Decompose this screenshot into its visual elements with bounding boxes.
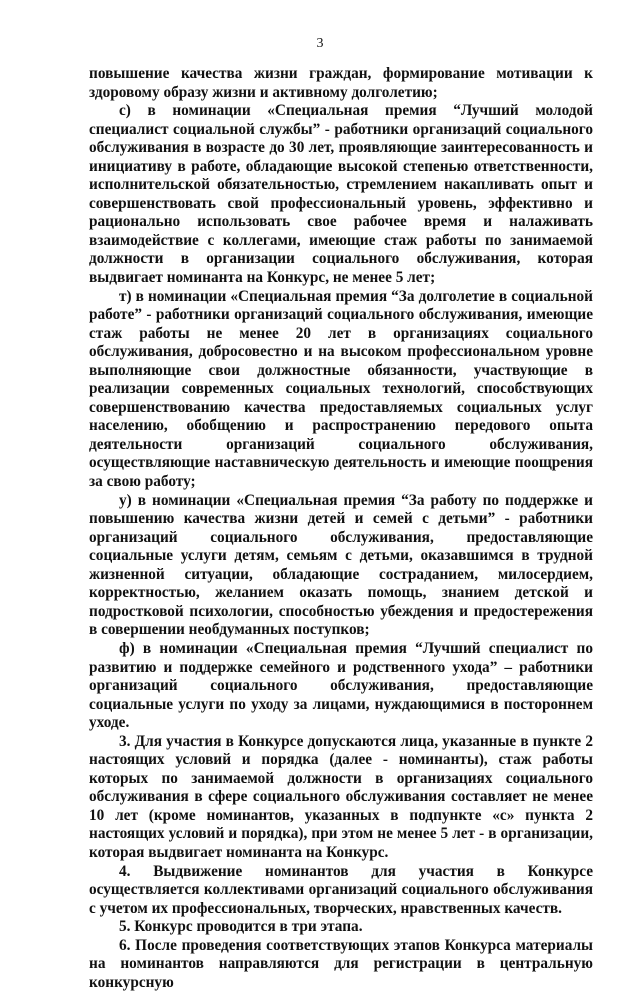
- paragraph-clause-5: 5. Конкурс проводится в три этапа.: [119, 918, 363, 936]
- paragraph-nomination-c: с) в номинации «Специальная премия “Лучший молодой специалист социальной службы” - работники организаций социального обслуживания в возрасте до 30 лет, проявляющие заинтересованность и инициативу в работе, обладающие высокой степенью ответственности, исполнительской обязательностью, стремлением накапливать опыт и совершенствовать свой профессиональный уровень, эффективно и рационально использовать свое рабочее время и налаживать взаимодействие с коллегами, имеющие стаж работы по занимаемой должности в организации социального обслуживания, которая выдвигает номинанта на Конкурс, не менее 5 лет;: [89, 102, 593, 287]
- paragraph-clause-6: 6. После проведения соответствующих этапов Конкурса материалы на номинантов направляются для регистрации в центральную конкурсную: [89, 936, 593, 991]
- paragraph-continuation: повышение качества жизни граждан, формирование мотивации к здоровому образу жизни и активному долголетию;: [89, 65, 593, 101]
- paragraph-nomination-f: ф) в номинации «Специальная премия “Лучший специалист по развитию и поддержке семейного и родственного ухода” – работники организаций социального обслуживания, предоставляющие социальные услуги по уходу за лицами, нуждающимися в постороннем уходе.: [89, 639, 593, 732]
- paragraph-clause-4: 4. Выдвижение номинантов для участия в Конкурсе осуществляется коллективами организаций социального обслуживания с учетом их профессиональных, творческих, нравственных качеств.: [89, 862, 593, 917]
- paragraph-nomination-t: т) в номинации «Специальная премия “За долголетие в социальной работе” - работники организаций социального обслуживания, имеющие стаж работы не менее 20 лет в организациях социального обслуживания, добросовестно и на высоком профессиональном уровне выполняющие свои должностные обязанности, участвующие в реализации современных социальных технологий, способствующих совершенствованию качества предоставляемых социальных услуг населению, обобщению и распространению передового опыта деятельности организаций социального обслуживания, осуществляющие наставническую деятельность и имеющие поощрения за свою работу;: [89, 287, 593, 491]
- paragraph-nomination-u: у) в номинации «Специальная премия “За работу по поддержке и повышению качества жизни детей и семей с детьми” - работники организаций социального обслуживания, предоставляющие социальные услуги детям, семьям с детьми, оказавшимся в трудной жизненной ситуации, обладающие состраданием, милосердием, корректностью, желанием оказать помощь, знанием детской и подростковой психологии, способностью убеждения и предостережения в совершении необдуманных поступков;: [89, 491, 593, 639]
- paragraph-clause-3: 3. Для участия в Конкурсе допускаются лица, указанные в пункте 2 настоящих условий и порядка (далее - номинанты), стаж работы которых по занимаемой должности в организациях социального обслуживания в сфере социального обслуживания составляет не менее 10 лет (кроме номинантов, указанных в подпункте «с» пункта 2 настоящих условий и порядка), при этом не менее 5 лет - в организации, которая выдвигает номинанта на Конкурс.: [89, 732, 593, 861]
- page-number: 3: [316, 36, 324, 51]
- document-body: [89, 65, 593, 992]
